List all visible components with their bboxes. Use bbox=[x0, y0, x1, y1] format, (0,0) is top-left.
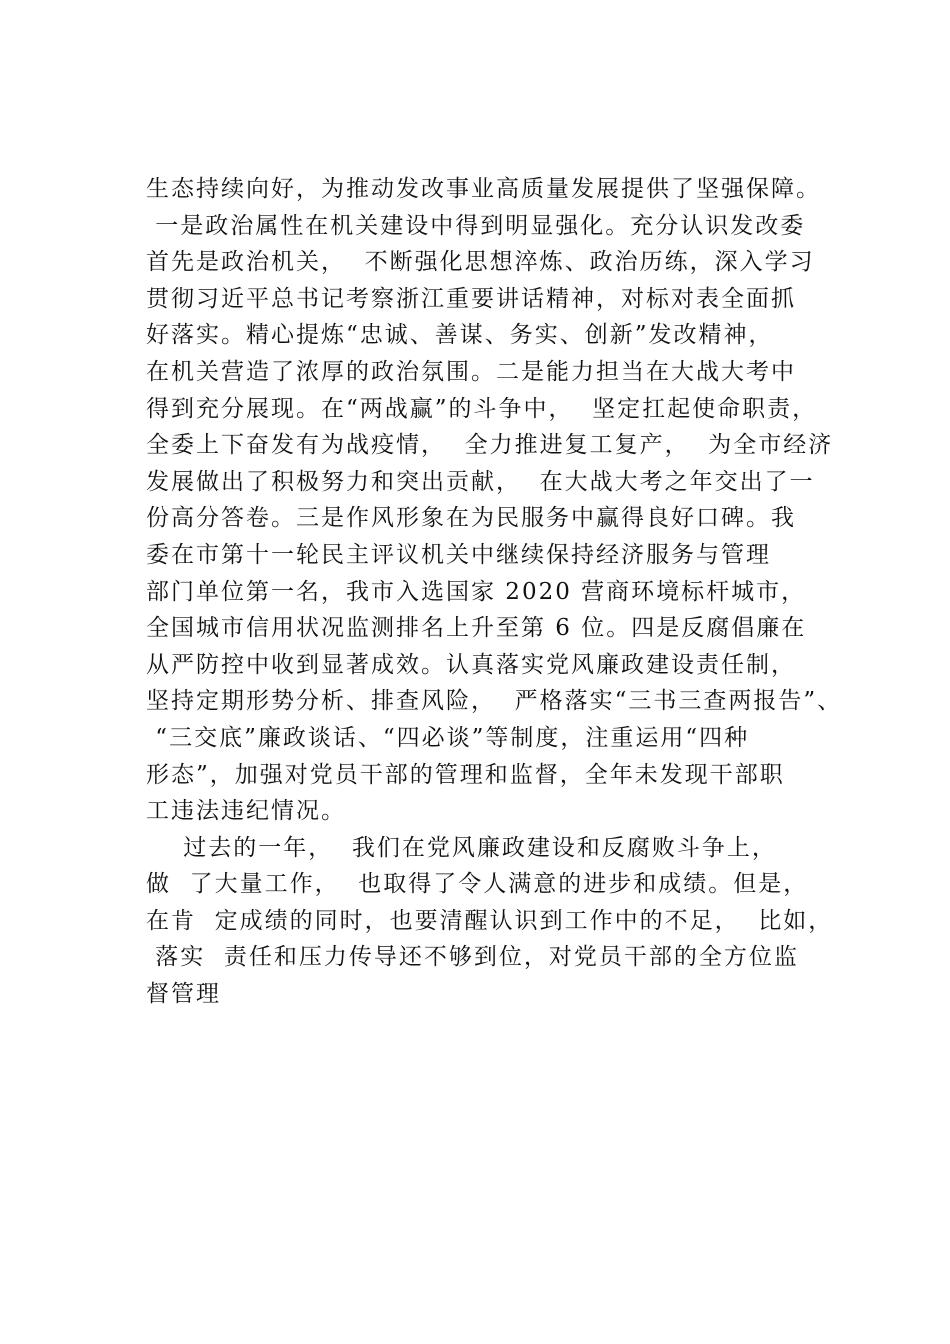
text-line: 得到充分展现。在“两战赢”的斗争中， 坚定扛起使命职责， bbox=[146, 395, 818, 422]
text-line: 在机关营造了浓厚的政治氛围。二是能力担当在大战大考中 bbox=[146, 358, 796, 385]
text-line: 过去的一年， 我们在党风廉政建设和反腐败斗争上， bbox=[146, 834, 777, 861]
text-line: 形态”，加强对党员干部的管理和监督，全年未发现干部职 bbox=[146, 761, 785, 788]
text-line: 督管理 bbox=[146, 981, 221, 1008]
text-line: 首先是政治机关， 不断强化思想淬炼、政治历练，深入学习 bbox=[146, 249, 815, 276]
body-text bbox=[146, 171, 843, 1013]
text-line: 工违法违纪情况。 bbox=[146, 798, 346, 825]
text-line: 做 了大量工作， 也取得了令人满意的进步和成绩。但是， bbox=[146, 871, 809, 898]
text-line: 全国城市信用状况监测排名上升至第 6 位。四是反腐倡廉在 bbox=[146, 615, 807, 642]
text-line: “三交底”廉政谈话、“四必谈”等制度，注重运用“四种 bbox=[146, 724, 750, 751]
text-line: 部门单位第一名，我市入选国家 2020 营商环境标杆城市， bbox=[146, 578, 807, 605]
text-line: 在肯 定成绩的同时，也要清醒认识到工作中的不足， 比如， bbox=[146, 907, 834, 934]
text-line: 份高分答卷。三是作风形象在为民服务中赢得良好口碑。我 bbox=[146, 505, 796, 532]
text-line: 落实 责任和压力传导还不够到位，对党员干部的全方位监 bbox=[146, 944, 799, 971]
text-line: 从严防控中收到显著成效。认真落实党风廉政建设责任制， bbox=[146, 651, 796, 678]
text-line: 坚持定期形势分析、排查风险， 严格落实“三书三查两报告”、 bbox=[146, 688, 843, 715]
text-line: 全委上下奋发有为战疫情， 全力推进复工复产， 为全市经济 bbox=[146, 432, 834, 459]
text-line: 贯彻习近平总书记考察浙江重要讲话精神，对标对表全面抓 bbox=[146, 285, 796, 312]
text-line: 委在市第十一轮民主评议机关中继续保持经济服务与管理 bbox=[146, 541, 771, 568]
text-line: 发展做出了积极努力和突出贡献， 在大战大考之年交出了一 bbox=[146, 468, 815, 495]
text-line: 好落实。精心提炼“忠诚、善谋、务实、创新”发改精神， bbox=[146, 322, 774, 349]
text-line: 生态持续向好，为推动发改事业高质量发展提供了坚强保障。 bbox=[146, 176, 821, 202]
text-line: 一是政治属性在机关建设中得到明显强化。充分认识发改委 bbox=[146, 212, 806, 239]
